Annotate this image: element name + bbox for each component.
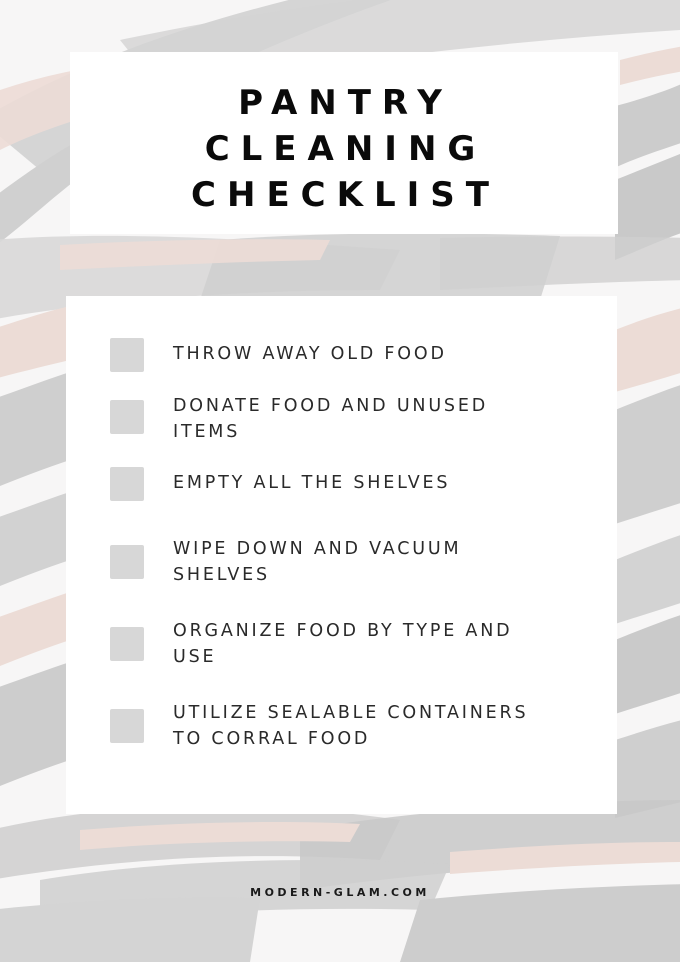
title-line-2: CLEANING bbox=[204, 129, 487, 169]
checklist-item-label: DONATE FOOD AND UNUSED ITEMS bbox=[173, 396, 488, 442]
title-line-3: CHECKLIST bbox=[191, 175, 500, 215]
page-title bbox=[0, 80, 680, 218]
checklist-item-label: ORGANIZE FOOD BY TYPE AND USE bbox=[173, 621, 513, 667]
checkbox[interactable] bbox=[110, 545, 144, 579]
checkbox[interactable] bbox=[110, 627, 144, 661]
checkbox[interactable] bbox=[110, 400, 144, 434]
title-line-1: PANTRY bbox=[238, 83, 453, 123]
checkbox[interactable] bbox=[110, 338, 144, 372]
checkbox[interactable] bbox=[110, 709, 144, 743]
checkbox[interactable] bbox=[110, 467, 144, 501]
checklist-item-label: THROW AWAY OLD FOOD bbox=[173, 344, 447, 364]
footer-site-link[interactable]: MODERN-GLAM.COM bbox=[250, 886, 430, 899]
checklist-panel bbox=[66, 296, 617, 814]
checklist-item-label: WIPE DOWN AND VACUUM SHELVES bbox=[173, 539, 462, 585]
checklist-item-label: UTILIZE SEALABLE CONTAINERS TO CORRAL FOOD bbox=[173, 703, 529, 749]
checklist-item-label: EMPTY ALL THE SHELVES bbox=[173, 473, 451, 493]
